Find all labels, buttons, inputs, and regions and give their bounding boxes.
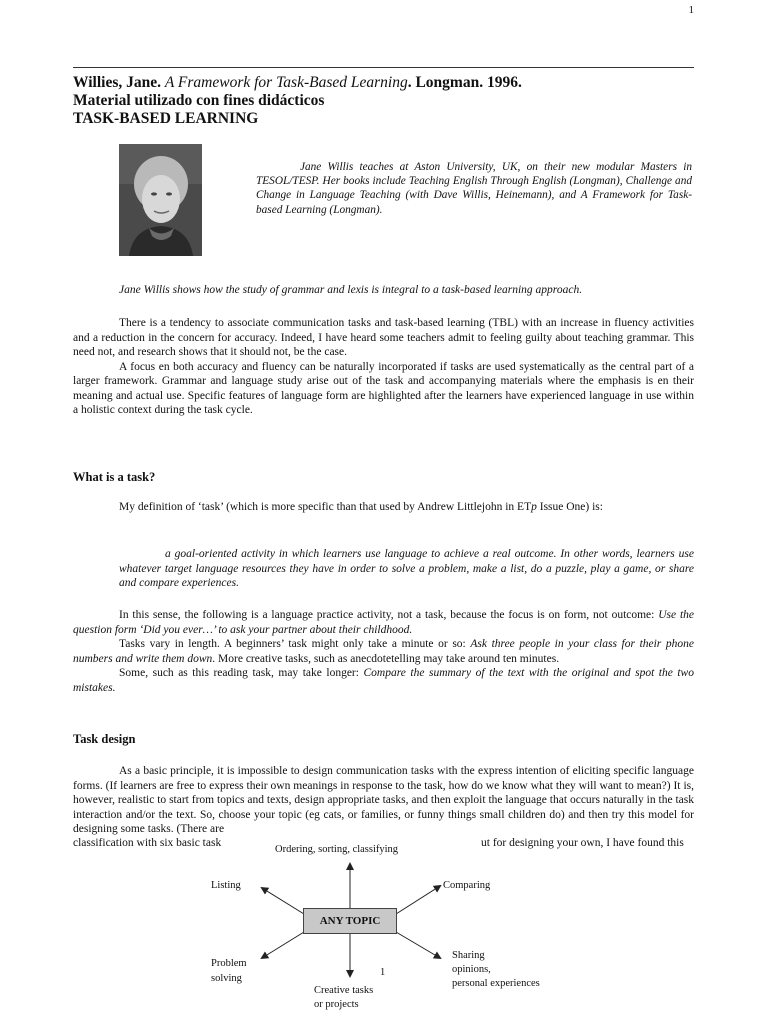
arrow-down-left: [262, 932, 304, 958]
label-creative: Creative tasks: [314, 985, 374, 996]
label-experiences: personal experiences: [452, 978, 540, 989]
paragraph-text: As a basic principle, it is impossible to design communication tasks with the express intention of eliciting specific language forms. (If learners are free to express their own meanings in response to the task, how do we know what they will want to mean?) It is, however, realistic to start from topics and texts, design appropriate tasks, and then exploit the language that occurs naturally in the task interaction and/or the text. So, choose your topic (eg cats, or families, or funny things small children do) and then try this model for designing some tasks. (There are: [73, 765, 694, 835]
header-rule: [73, 67, 694, 68]
book-title: A Framework for Task-Based Learning: [164, 74, 408, 91]
label-problem: Problem: [211, 958, 247, 969]
label-solving: solving: [211, 973, 242, 984]
text: In this sense, the following is a language practice activity, not a task, because the focus is on form, not outcome:: [119, 609, 659, 621]
article-intro: Jane Willis shows how the study of grammar and lexis is integral to a task-based learning approach.: [119, 284, 583, 296]
material-note: Material utilizado con fines didácticos: [73, 92, 325, 109]
author-photo: [119, 144, 202, 256]
paragraph-fragment: ut for designing your own, I have found this: [481, 837, 684, 849]
any-topic-box: ANY TOPIC: [303, 908, 397, 934]
citation-line: [73, 74, 713, 92]
section-heading: What is a task?: [73, 470, 156, 484]
text: Compare the summary of the text with the original and spot the two mistakes.: [73, 667, 694, 694]
text: Ask three people in your class for their phone numbers and write them down: [73, 638, 695, 665]
arrow-down-right: [396, 932, 440, 958]
document-title: TASK-BASED LEARNING: [73, 110, 259, 127]
text: . More creative tasks, such as anecdotetelling may take around ten minutes.: [212, 652, 560, 665]
text: p: [531, 501, 537, 513]
paragraph-tail: classification with six basic task: [73, 837, 222, 849]
label-comparing: Comparing: [443, 880, 491, 891]
figure-number: 1: [380, 967, 386, 978]
label-opinions: opinions,: [452, 964, 491, 975]
text: Use the question form ‘Did you ever…’ to ask your partner about their childhood.: [73, 609, 694, 636]
text: Issue One) is:: [536, 501, 603, 513]
label-projects: or projects: [314, 999, 359, 1010]
author-bio: Jane Willis teaches at Aston University, UK, on their new modular Masters in TESOL/TESP. Her books include Teaching English Through English (Longman), Challenge and Change in Language Teaching (with Dave Willis, Heinemann), and A Framework for Task-based Learning (Longman).: [256, 161, 692, 216]
paragraph: [73, 764, 694, 836]
paragraph: There is a tendency to associate communication tasks and task-based learning (TBL) with an increase in fluency activities and a reduction in the concern for accuracy. Indeed, I have heard some teachers admit to feeling guilty about teaching grammar. This need not, and research shows that it should not, be the case.: [73, 317, 694, 358]
paragraph: A focus en both accuracy and fluency can be naturally incorporated if tasks are used systematically as the central part of a larger framework. Grammar and language study arise out of the task and accompanying materials where the emphasis is en their meaning and actual use. Specific features of language form are highlighted after the learners have experienced language in use within a holistic context during the task cycle.: [73, 360, 694, 416]
label-ordering: Ordering, sorting, classifying: [275, 844, 399, 855]
author: Willies, Jane.: [73, 74, 161, 91]
page-number: 1: [688, 4, 694, 16]
arrow-up-left: [262, 888, 304, 914]
label-listing: Listing: [211, 880, 241, 891]
text: Tasks vary in length. A beginners’ task might only take a minute or so:: [119, 638, 471, 650]
task-definition-quote: a goal-oriented activity in which learners use language to achieve a real outcome. In other words, learners use whatever target language resources they have in order to solve a problem, make a list, do a puzzle, play a game, or share and compare experiences.: [119, 548, 694, 589]
text: My definition of ‘task’ (which is more specific than that used by Andrew Littlejohn in ET: [119, 501, 532, 513]
section-heading: Task design: [73, 732, 136, 746]
text: Some, such as this reading task, may take longer:: [119, 667, 364, 679]
publisher-year: . Longman. 1996.: [407, 74, 522, 91]
intro-paragraphs: [73, 316, 694, 418]
section1-paragraphs: [73, 608, 694, 695]
document-header: [73, 74, 713, 128]
arrow-up-right: [396, 886, 440, 914]
paragraph: [73, 500, 694, 515]
label-sharing: Sharing: [452, 950, 485, 961]
author-portrait-image: [119, 144, 202, 256]
